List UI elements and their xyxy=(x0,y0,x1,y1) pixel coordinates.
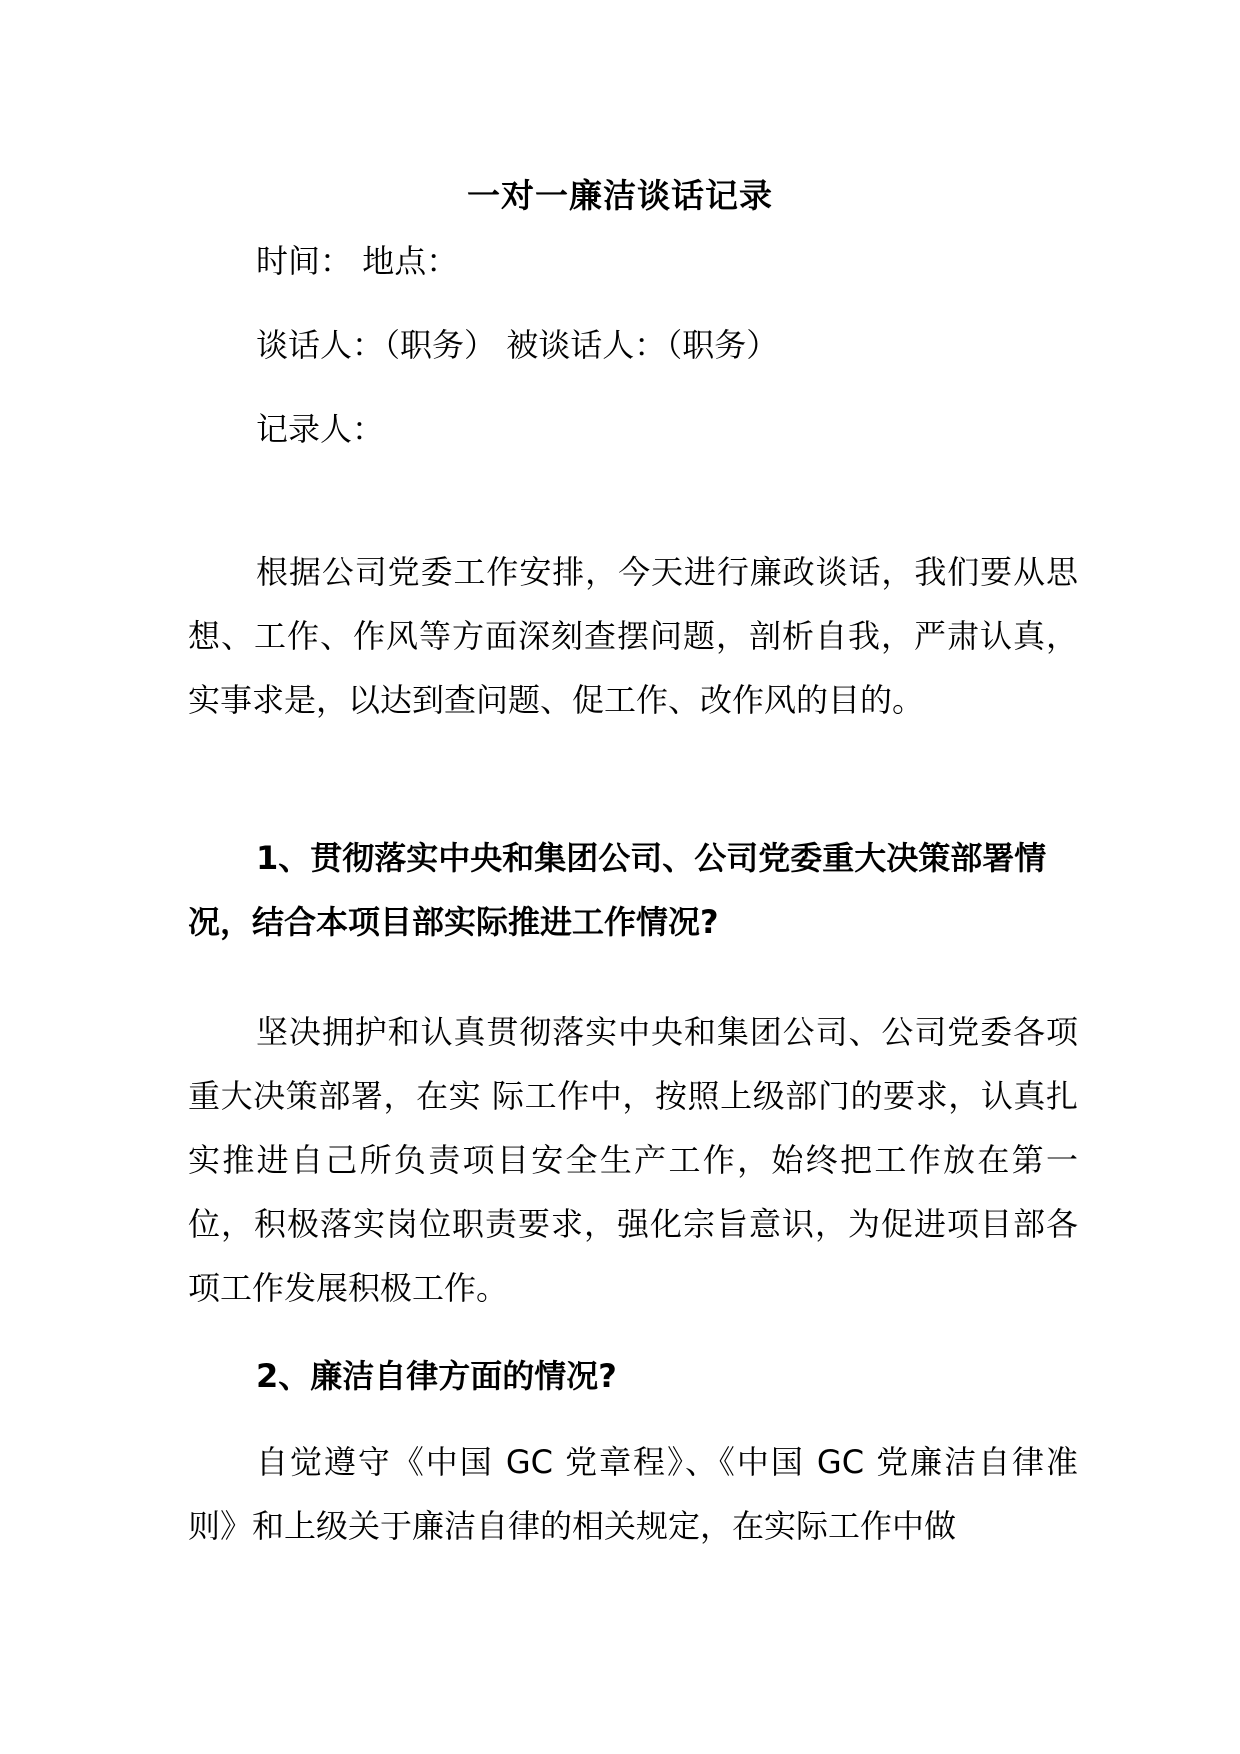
time-label: 时间： xyxy=(256,242,353,280)
talker-label: 谈话人： xyxy=(256,326,385,364)
document-title: 一对一廉洁谈话记录 xyxy=(467,176,773,215)
section-1-heading: 1、贯彻落实中央和集团公司、公司党委重大决策部署情况，结合本项目部实际推进工作情况? xyxy=(188,839,1047,941)
talkee-position: （职务） xyxy=(666,326,779,364)
place-label: 地点： xyxy=(362,242,459,280)
intro-paragraph: 根据公司党委工作安排，今天进行廉政谈话，我们要从思想、工作、作风等方面深刻查摆问题，剖析自我，严肃认真，实事求是，以达到查问题、促工作、改作风的目的。 xyxy=(188,553,1078,719)
talker-line xyxy=(256,321,778,369)
section-2-heading: 2、廉洁自律方面的情况? xyxy=(256,1357,617,1395)
recorder-label: 记录人： xyxy=(256,410,385,448)
section-1-body: 坚决拥护和认真贯彻落实中央和集团公司、公司党委各项重大决策部署，在实 际工作中，按照上级部门的要求，认真扎实推进自己所负责项目安全生产工作，始终把工作放在第一位，积极落实岗位职责要求，强化宗旨意识，为促进项目部各项工作发展积极工作。 xyxy=(188,1013,1078,1307)
talkee-label: 被谈话人： xyxy=(506,326,667,364)
recorder-line xyxy=(256,405,384,453)
time-place-line xyxy=(256,237,458,285)
talker-position: （职务） xyxy=(384,326,497,364)
section-2-body: 自觉遵守《中国 GC 党章程》、《中国 GC 党廉洁自律准则》和上级关于廉洁自律的相关规定，在实际工作中做 xyxy=(188,1443,1078,1545)
